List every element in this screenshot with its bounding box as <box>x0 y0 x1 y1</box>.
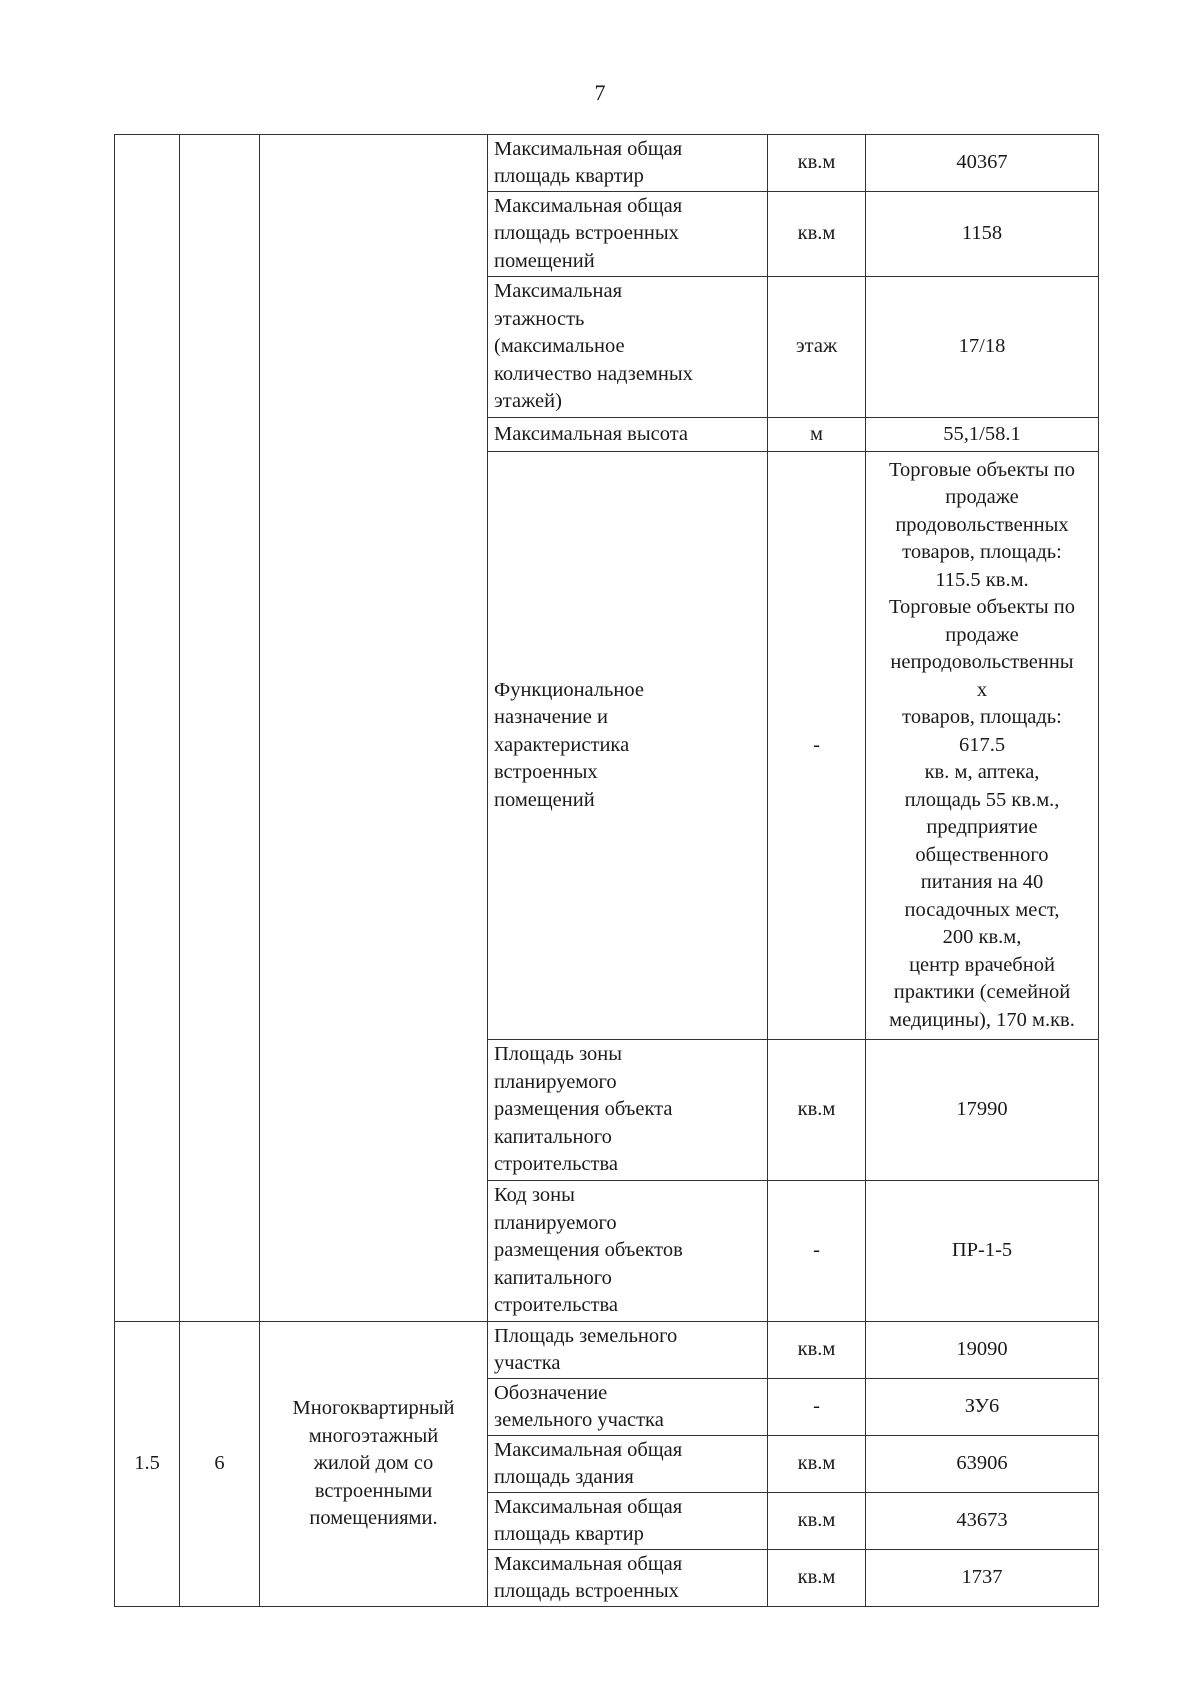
unit-cell: кв.м <box>768 135 866 192</box>
param-cell: Обозначение земельного участка <box>488 1379 768 1436</box>
table-row <box>115 135 1099 192</box>
unit-cell: - <box>768 452 866 1040</box>
param-cell: Максимальная общая площадь квартир <box>488 1493 768 1550</box>
unit-cell: кв.м <box>768 1040 866 1181</box>
param-cell: Максимальная этажность (максимальное количество надземных этажей) <box>488 277 768 418</box>
param-cell: Максимальная высота <box>488 418 768 452</box>
value-cell: ЗУ6 <box>866 1379 1099 1436</box>
value-cell: 55,1/58.1 <box>866 418 1099 452</box>
value-cell: 63906 <box>866 1436 1099 1493</box>
name-cell <box>260 135 488 1322</box>
param-cell: Код зоны планируемого размещения объектов капитального строительства <box>488 1181 768 1322</box>
object-name: Многоквартирный многоэтажный жилой дом со встроенными помещениями. <box>260 1322 488 1607</box>
table-row <box>115 1322 1099 1379</box>
unit-cell: этаж <box>768 277 866 418</box>
item-position: 6 <box>180 1322 260 1607</box>
value-cell: 17/18 <box>866 277 1099 418</box>
param-cell: Максимальная общая площадь здания <box>488 1436 768 1493</box>
item-number: 1.5 <box>115 1322 180 1607</box>
pos-cell <box>180 135 260 1322</box>
value-cell: 19090 <box>866 1322 1099 1379</box>
unit-cell: кв.м <box>768 1322 866 1379</box>
value-cell: 40367 <box>866 135 1099 192</box>
value-cell: 1737 <box>866 1550 1099 1607</box>
unit-cell: кв.м <box>768 192 866 277</box>
param-cell: Функциональное назначение и характеристика встроенных помещений <box>488 452 768 1040</box>
value-cell: 17990 <box>866 1040 1099 1181</box>
value-cell: 43673 <box>866 1493 1099 1550</box>
unit-cell: - <box>768 1181 866 1322</box>
page-number: 7 <box>594 80 606 105</box>
parameters-table <box>114 134 1099 1607</box>
unit-cell: м <box>768 418 866 452</box>
param-cell: Максимальная общая площадь квартир <box>488 135 768 192</box>
param-cell: Максимальная общая площадь встроенных помещений <box>488 192 768 277</box>
unit-cell: - <box>768 1379 866 1436</box>
unit-cell: кв.м <box>768 1436 866 1493</box>
param-cell: Площадь земельного участка <box>488 1322 768 1379</box>
value-cell: 1158 <box>866 192 1099 277</box>
value-cell: ПР-1-5 <box>866 1181 1099 1322</box>
value-cell: Торговые объекты по продаже продовольственных товаров, площадь: 115.5 кв.м. Торговые объекты по продаже непродовольственны х товаров, площадь: 617.5 кв. м, аптека, площадь 55 кв.м., предприятие общественного питания на 40 посадочных мест, 200 кв.м, центр врачебной практики (семейной медицины), 170 м.кв. <box>866 452 1099 1040</box>
param-cell: Максимальная общая площадь встроенных <box>488 1550 768 1607</box>
unit-cell: кв.м <box>768 1550 866 1607</box>
num-cell <box>115 135 180 1322</box>
unit-cell: кв.м <box>768 1493 866 1550</box>
param-cell: Площадь зоны планируемого размещения объекта капитального строительства <box>488 1040 768 1181</box>
